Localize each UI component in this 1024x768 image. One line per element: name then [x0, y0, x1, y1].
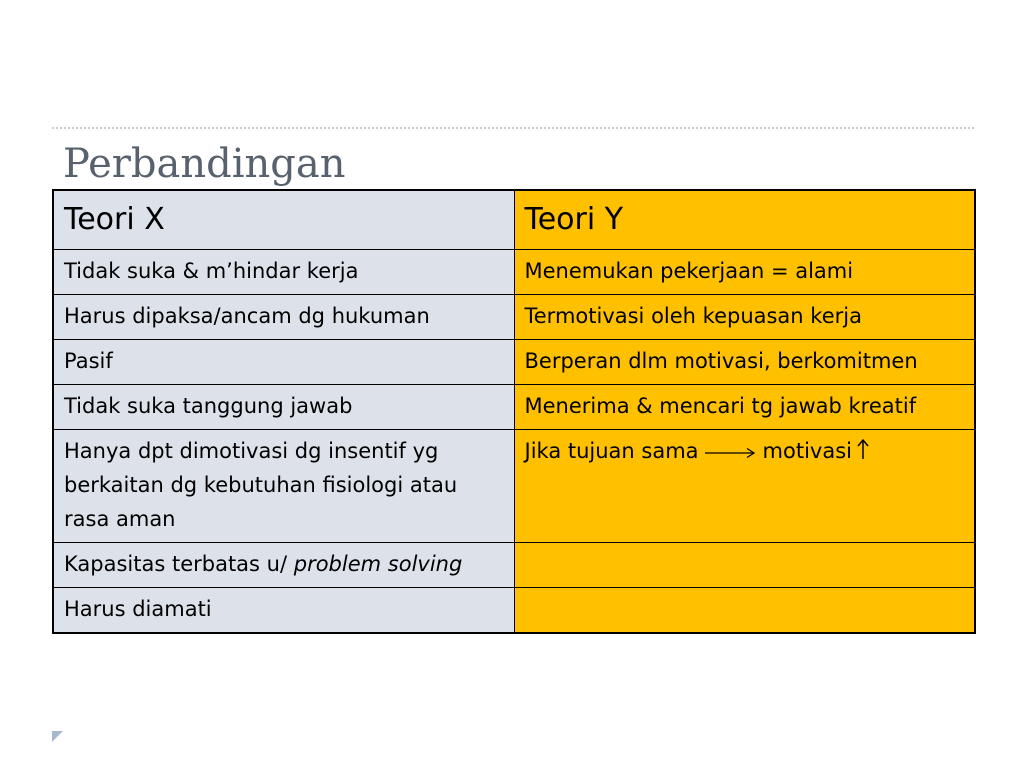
- header-teori-y: Teori Y: [514, 190, 975, 250]
- corner-triangle-icon: [52, 731, 63, 742]
- cell-teori-x: Harus dipaksa/ancam dg hukuman: [53, 295, 514, 340]
- cell-teori-x: [53, 543, 514, 588]
- cell-teori-x: Pasif: [53, 340, 514, 385]
- cell-teori-y: Termotivasi oleh kepuasan kerja: [514, 295, 975, 340]
- cell-text-italic: problem solving: [293, 552, 463, 576]
- cell-teori-x: Harus diamati: [53, 588, 514, 634]
- cell-teori-y: [514, 543, 975, 588]
- cell-teori-y: Menerima & mencari tg jawab kreatif: [514, 385, 975, 430]
- up-arrow-icon: [856, 436, 870, 470]
- cell-teori-y: Menemukan pekerjaan = alami: [514, 250, 975, 295]
- table-row: [53, 543, 975, 588]
- cell-teori-x: Tidak suka & m’hindar kerja: [53, 250, 514, 295]
- cell-teori-y: Berperan dlm motivasi, berkomitmen: [514, 340, 975, 385]
- table-row: [53, 295, 975, 340]
- cell-text-after-arrow: motivasi: [762, 439, 852, 463]
- header-teori-x: Teori X: [53, 190, 514, 250]
- cell-teori-y: [514, 430, 975, 543]
- table-row: [53, 430, 975, 543]
- cell-teori-y: [514, 588, 975, 634]
- table-row: [53, 250, 975, 295]
- table-header-row: [53, 190, 975, 250]
- cell-teori-x: Hanya dpt dimotivasi dg insentif yg berkaitan dg kebutuhan fisiologi atau rasa aman: [53, 430, 514, 543]
- slide-title: Perbandingan: [63, 141, 346, 187]
- table-row: [53, 340, 975, 385]
- long-right-arrow-icon: [703, 435, 759, 469]
- cell-teori-x: Tidak suka tanggung jawab: [53, 385, 514, 430]
- title-divider: [52, 127, 974, 129]
- comparison-table: [52, 189, 976, 634]
- cell-text-before-arrow: Jika tujuan sama: [524, 439, 699, 463]
- cell-text-plain: Kapasitas terbatas u/: [64, 552, 288, 576]
- table-row: [53, 588, 975, 634]
- table-row: [53, 385, 975, 430]
